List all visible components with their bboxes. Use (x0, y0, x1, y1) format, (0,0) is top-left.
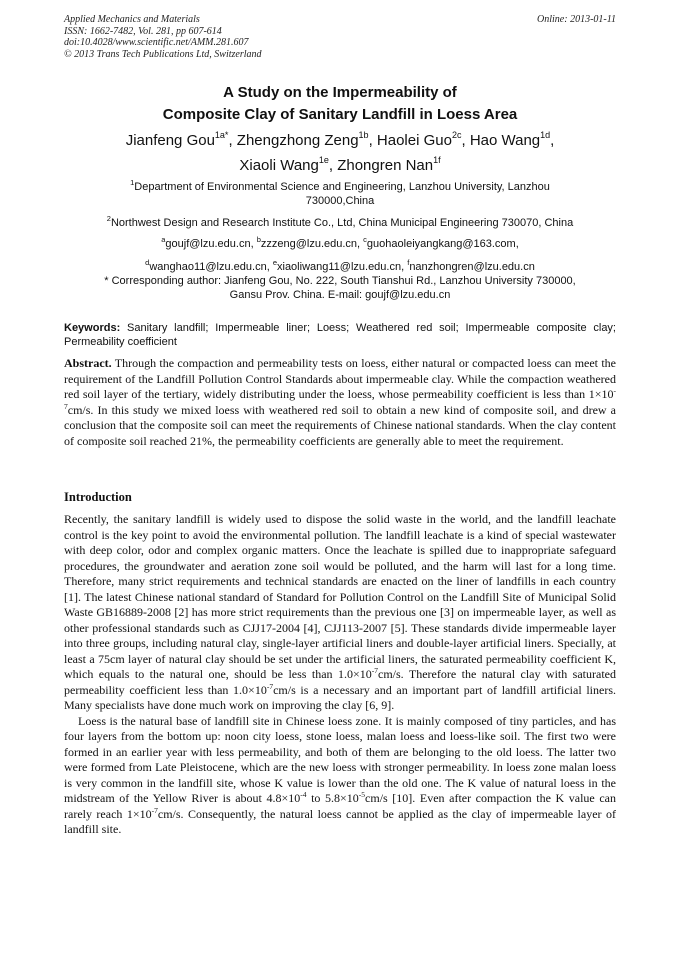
author-line-2 (64, 153, 616, 178)
corresponding-author (64, 275, 616, 302)
paper-title (64, 82, 616, 126)
online-date: Online: 2013-01-11 (537, 14, 616, 25)
paragraph (64, 714, 616, 838)
affiliation-1-line-2: 730000,China (305, 194, 375, 207)
email-separator: , (357, 238, 364, 250)
author-line-1 (64, 128, 616, 153)
author-name: Zhengzhong Zeng (236, 132, 359, 149)
email-sup: c (363, 235, 367, 244)
paragraph-text: to 5.8×10 (306, 791, 359, 805)
paragraph-text: Loess is the natural base of landfill site in Chinese loess zone. It is mainly composed of tiny particles, and has four layers from the bottom up: noon city loess, stone loess, malan loess and loess-like soil. The first two were formed in an earlier year with less permeability, and both of them are belonging to the old loess. The latter two were formed from Late Pleistocene, which are the new loess with stronger permeability. In loess zone malan loess is very common in the landfill site, whose K value is lower than the old one. The K value of natural loess in the midstream of the Yellow River is about 4.8×10 (64, 713, 616, 805)
email-line-2 (64, 258, 616, 275)
email-separator: , (250, 238, 257, 250)
keywords-label: Keywords: (64, 322, 121, 334)
affiliation-text: Department of Environmental Science and Engineering, Lanzhou University, Lanzhou (134, 181, 550, 193)
author-separator: , (228, 132, 237, 149)
author-name: Zhongren Nan (337, 157, 434, 174)
doi-line: doi:10.4028/www.scientific.net/AMM.281.607 (64, 37, 249, 48)
affiliation-1 (64, 178, 616, 208)
abstract (64, 356, 616, 449)
exponent: -4 (300, 790, 307, 799)
abstract-text: Through the compaction and permeability tests on loess, either natural or compacted loess can meet the requirement of the Landfill Pollution Control Standards about impermeable clay. While the compaction weathered red soil layer of the tertiary, widely distributing under the loess, whose permeability coefficient is less than 1×10 (64, 356, 616, 401)
author-separator: , (550, 132, 555, 149)
author-name: Haolei Guo (376, 132, 452, 149)
paragraph-text: cm/s [10]. Even after compaction the K value can rarely reach 1×10 (64, 791, 616, 821)
affiliation-sup: 2 (106, 214, 111, 223)
affiliation-1-line-1 (64, 178, 616, 195)
keywords-text: Sanitary landfill; Impermeable liner; Loess; Weathered red soil; Impermeable composite clay; Permeability coefficient (64, 322, 616, 348)
issn-line: ISSN: 1662-7482, Vol. 281, pp 607-614 (64, 25, 222, 37)
affiliation-2 (64, 214, 616, 231)
email-separator: , (515, 238, 519, 250)
keywords (64, 322, 616, 349)
email-sup: b (256, 235, 261, 244)
email-address[interactable]: wanghao11@lzu.edu.cn (149, 261, 267, 273)
paragraph-text: Recently, the sanitary landfill is widely used to dispose the solid waste in the world, and the landfill leachate control is the key point to avoid the environmental pollution. The landfill leachate is a kind of special wastewater with deep color, odor and complex organic matters. Once the leachate is spilled due to inappropriate safeguard procedures, the groundwater and aeration zone soil would be polluted, and the harm will last for a long time. Therefore, many strict requirements and technical standards are enacted on the liner of landfills in each country [1]. The latest Chinese national standard of Standard for Pollution Control on the Landfill Site of Municipal Solid Waste GB16889-2008 [2] has more strict requirements than the previous one [3] on impermeable layer, as well as other professional standards such as CJJ17-2004 [4], CJJ113-2007 [5]. These standards divide impermeable layer into three groups, including natural clay, single-layer artificial liners and double-layer artificial liners. Specially, at least a 75cm layer of natural clay should be set under the artificial liners, the saturated permeability coefficient K, which equals to the natural one, should be less than 1.0×10 (64, 512, 616, 681)
email-address[interactable]: zzzeng@lzu.edu.cn (260, 238, 358, 250)
abstract-text: cm/s. In this study we mixed loess with weathered red soil to obtain a new kind of composite soil, and drew a conclusion that the composite soil can meet the requirements of Chinese national standards. When the clay content of composite soil reached 21%, the permeability coefficients are generally able to meet the requirement. (64, 402, 616, 448)
author-sup: 1d (540, 130, 551, 140)
author-name: Jianfeng Gou (125, 132, 215, 149)
exponent: -7 (266, 681, 274, 691)
email-sup: a (161, 235, 166, 244)
author-separator: , (328, 157, 338, 174)
email-separator: , (401, 261, 408, 273)
affiliation-text: Northwest Design and Research Institute Co., Ltd, China Municipal Engineering 730070, China (110, 217, 574, 229)
email-address[interactable]: guohaoleiyangkang@163.com (366, 238, 516, 250)
exponent: -7 (151, 805, 158, 815)
email-address[interactable]: xiaoliwang11@lzu.edu.cn (277, 261, 402, 273)
abstract-label: Abstract. (64, 356, 112, 370)
email-line-1 (64, 235, 616, 252)
title-line-1: A Study on the Impermeability of (223, 84, 457, 101)
paragraph-text: cm/s. Therefore the natural clay with saturated permeability coefficient less than 1.0×10 (64, 667, 616, 697)
introduction-body (64, 512, 616, 838)
author-sup: 1a* (214, 130, 229, 140)
exponent: -7 (371, 666, 379, 675)
email-address[interactable]: nanzhongren@lzu.edu.cn (409, 261, 535, 273)
author-list (64, 128, 616, 178)
author-name: Xiaoli Wang (239, 157, 319, 174)
title-line-2: Composite Clay of Sanitary Landfill in Loess Area (162, 106, 518, 123)
author-separator: , (461, 132, 470, 149)
author-sup: 1b (358, 130, 369, 140)
email-sup: d (145, 258, 150, 267)
corresponding-line-1: * Corresponding author: Jianfeng Gou, No. 222, South Tianshui Rd., Lanzhou University 730000, (104, 275, 576, 287)
copyright-line: © 2013 Trans Tech Publications Ltd, Switzerland (64, 48, 262, 60)
author-separator: , (368, 132, 377, 149)
email-sup: e (272, 258, 277, 267)
corresponding-line-2: Gansu Prov. China. E-mail: goujf@lzu.edu.cn (229, 288, 451, 301)
author-sup: 1e (318, 155, 329, 165)
paragraph-text: cm/s. Consequently, the natural loess cannot be applied as the clay of impermeable layer of landfill site. (64, 806, 616, 836)
journal-header (64, 14, 616, 60)
paragraph (64, 512, 616, 714)
exponent: -5 (358, 790, 366, 799)
email-separator: , (266, 261, 273, 273)
affiliation-sup: 1 (130, 178, 135, 187)
author-sup: 1f (433, 155, 441, 165)
author-sup: 2c (451, 130, 462, 140)
section-heading-introduction: Introduction (64, 490, 132, 504)
author-name: Hao Wang (469, 132, 541, 149)
paragraph-text: cm/s is a necessary and an important part of landfill artificial liners. Many specialists have done much work on improving the clay [6, 9]. (64, 682, 617, 712)
journal-name: Applied Mechanics and Materials (64, 14, 200, 25)
email-address[interactable]: goujf@lzu.edu.cn (165, 238, 251, 250)
email-sup: f (407, 258, 410, 267)
exponent: -7 (64, 386, 616, 411)
